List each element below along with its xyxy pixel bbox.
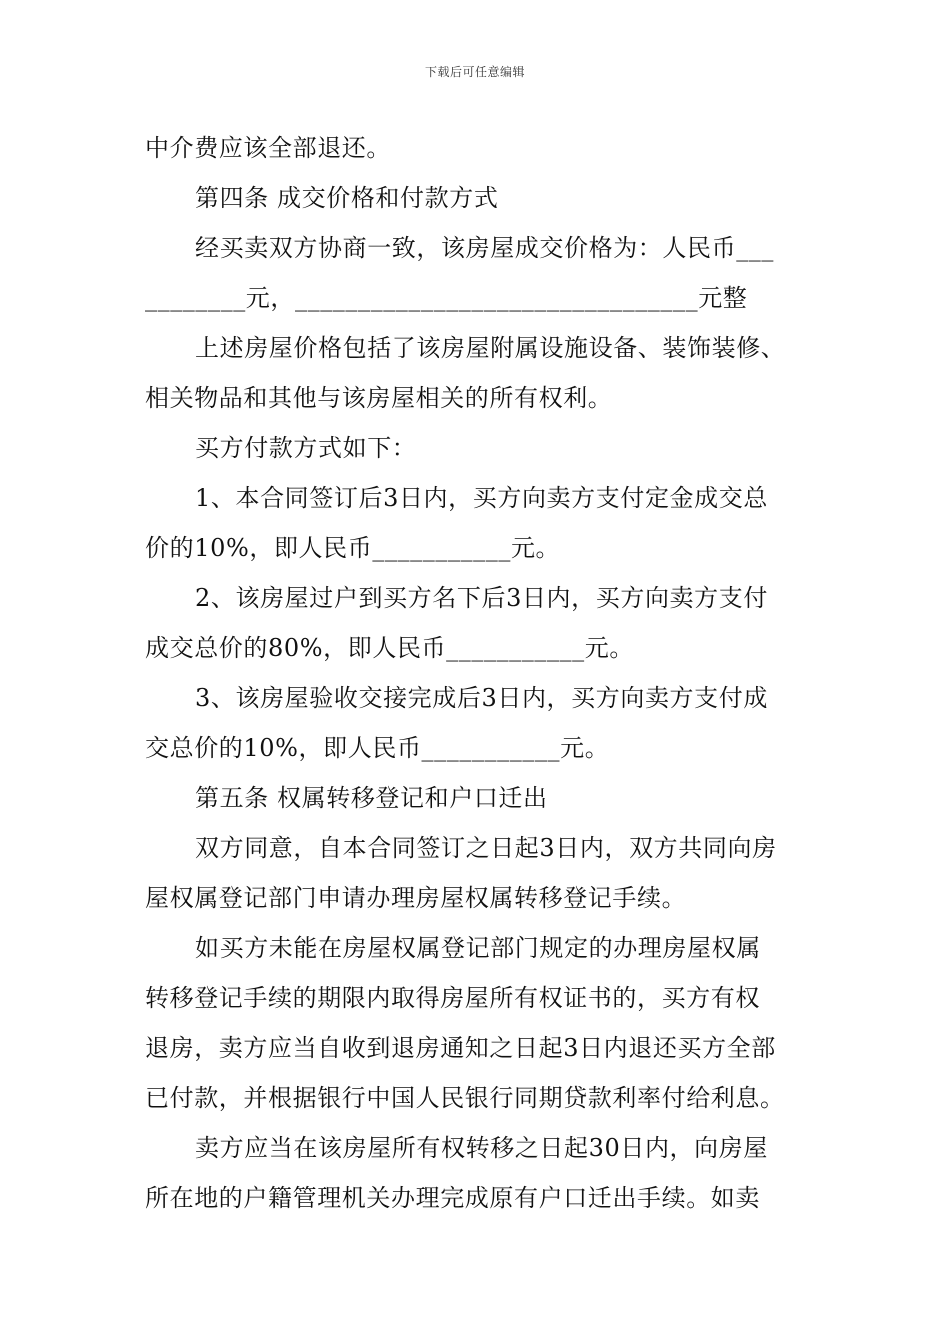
text-line: 买方付款方式如下： <box>195 434 417 462</box>
text-line: 经买卖双方协商一致，该房屋成交价格为：人民币___ <box>195 234 774 262</box>
text-line: 已付款，并根据银行中国人民银行同期贷款利率付给利息。 <box>145 1084 785 1112</box>
text-line: 退房，卖方应当自收到退房通知之日起3日内退还买方全部 <box>145 1034 776 1062</box>
text-line: 成交总价的80%，即人民币___________元。 <box>145 634 634 662</box>
document-body <box>145 128 815 1228</box>
text-line: 屋权属登记部门申请办理房屋权属转移登记手续。 <box>145 884 687 912</box>
text-line: 价的10%，即人民币___________元。 <box>145 534 561 562</box>
text-line: 所在地的户籍管理机关办理完成原有户口迁出手续。如卖 <box>145 1184 760 1212</box>
text-line: 上述房屋价格包括了该房屋附属设施设备、装饰装修、 <box>195 334 786 362</box>
payment-item-3: 3、该房屋验收交接完成后3日内，买方向卖方支付成 <box>195 684 768 712</box>
text-line: 卖方应当在该房屋所有权转移之日起30日内，向房屋 <box>195 1134 768 1162</box>
text-line: 中介费应该全部退还。 <box>145 134 391 162</box>
text-line: 交总价的10%，即人民币___________元。 <box>145 734 610 762</box>
payment-item-1: 1、本合同签订后3日内，买方向卖方支付定金成交总 <box>195 484 768 512</box>
text-line: 相关物品和其他与该房屋相关的所有权利。 <box>145 384 613 412</box>
section-heading-article-5: 第五条 权属转移登记和户口迁出 <box>195 784 548 812</box>
text-line: 如买方未能在房屋权属登记部门规定的办理房屋权属 <box>195 934 761 962</box>
payment-item-2: 2、该房屋过户到买方名下后3日内，买方向卖方支付 <box>195 584 768 612</box>
section-heading-article-4: 第四条 成交价格和付款方式 <box>195 184 499 212</box>
text-line: 双方同意，自本合同签订之日起3日内，双方共同向房 <box>195 834 777 862</box>
text-line: 转移登记手续的期限内取得房屋所有权证书的，买方有权 <box>145 984 760 1012</box>
page-header-note: 下载后可任意编辑 <box>424 65 525 79</box>
text-line: ________元，________________________________元整 <box>145 284 748 312</box>
